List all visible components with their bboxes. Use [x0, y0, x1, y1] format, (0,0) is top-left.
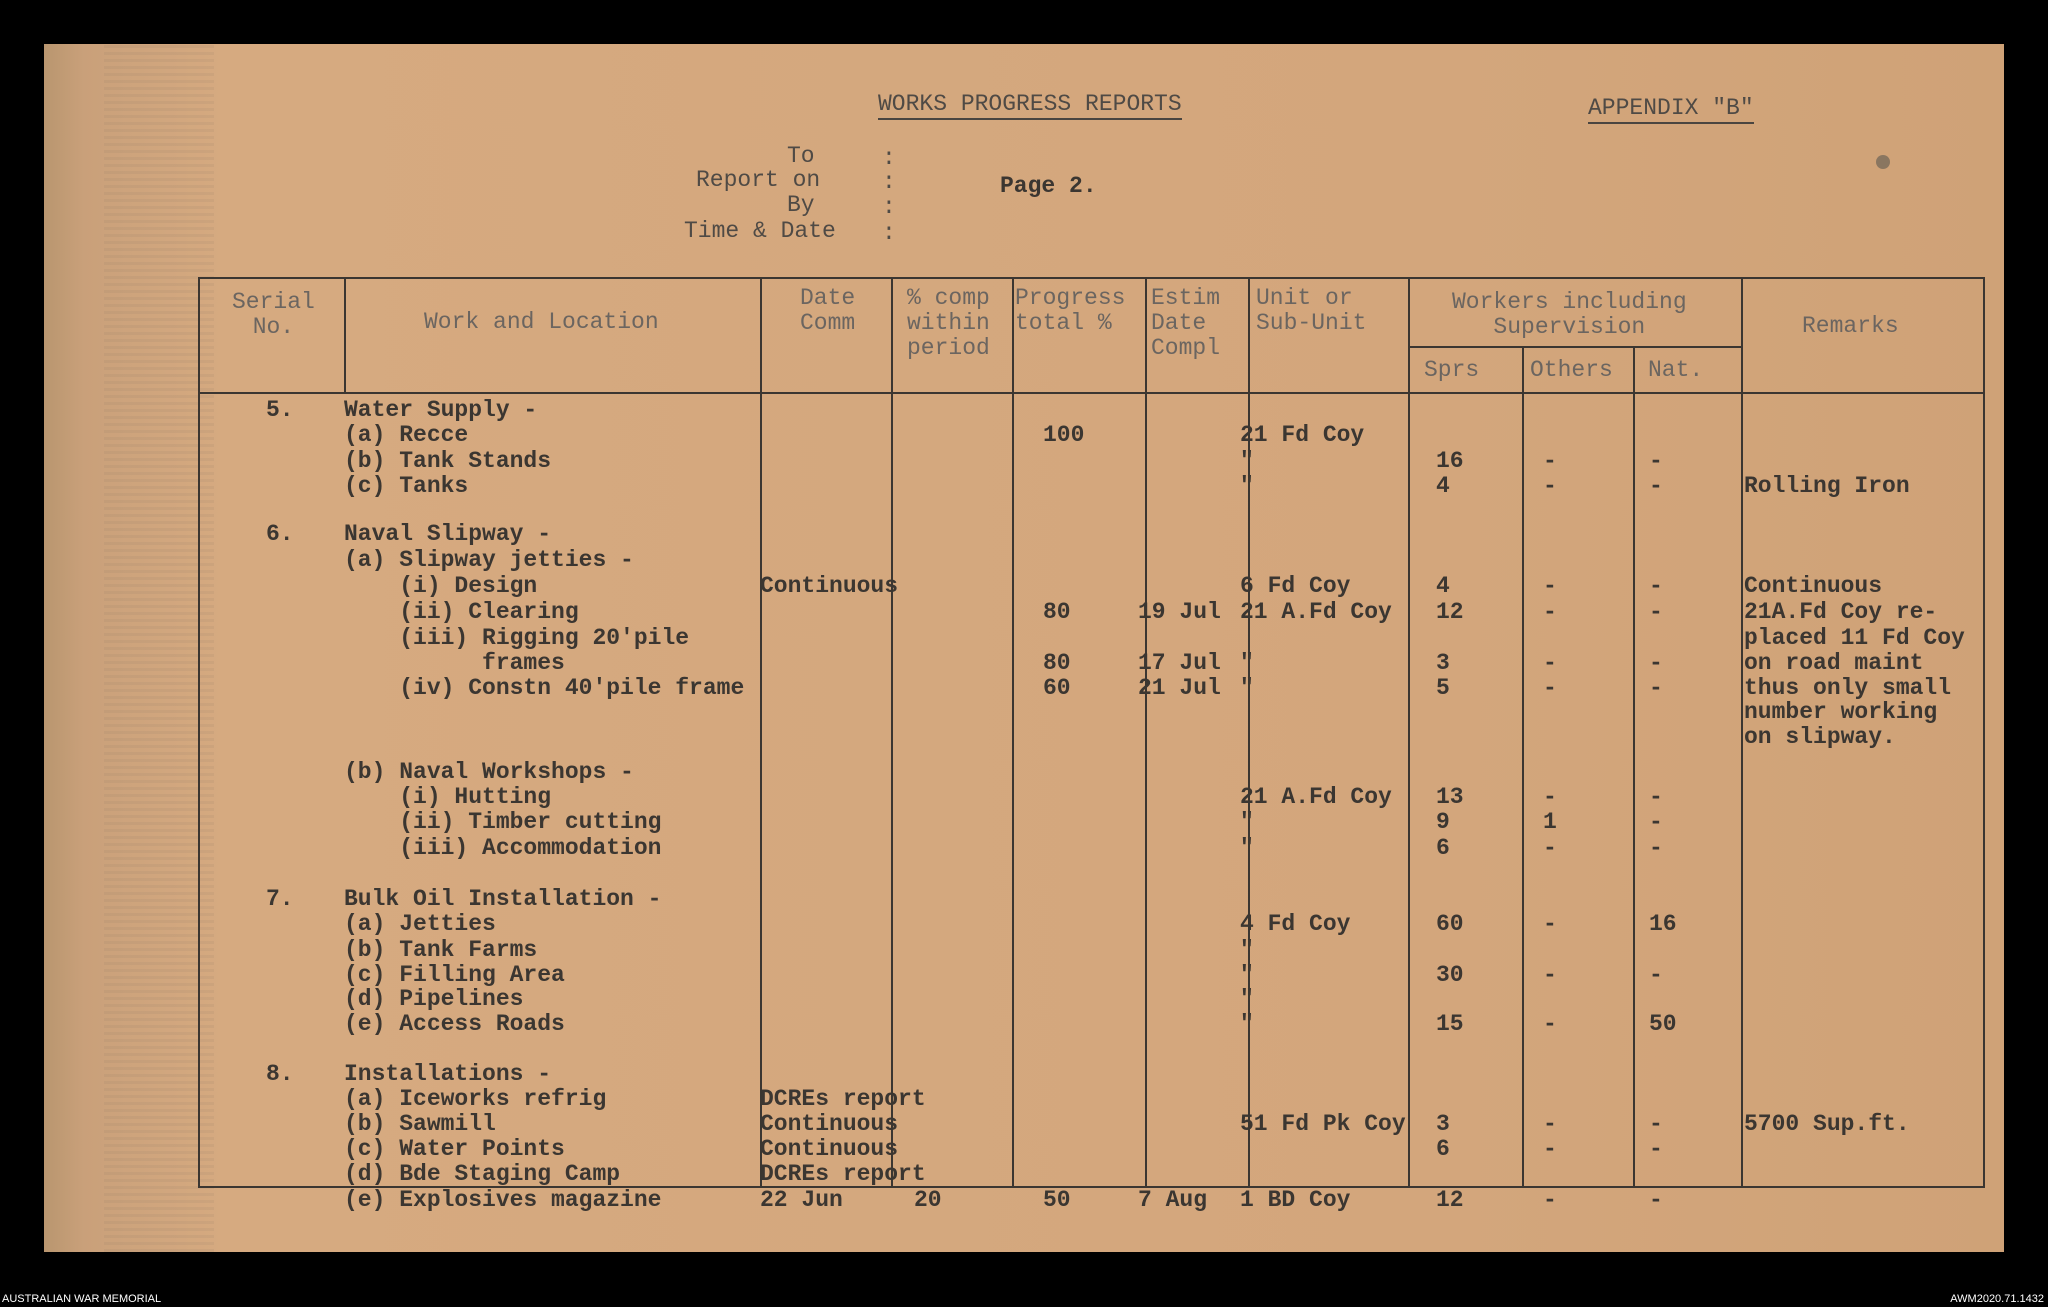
cell-sprs: 5	[1436, 675, 1450, 701]
cell-others: -	[1543, 675, 1557, 701]
table-header-bottom-border	[198, 392, 1984, 394]
cell-nat: -	[1649, 650, 1663, 676]
colon: :	[882, 169, 896, 195]
cell-work: (ii) Clearing	[344, 599, 579, 625]
col-border-right	[1983, 277, 1985, 1188]
header-date-comm: Date Comm	[800, 285, 856, 336]
header-serial-no: Serial No.	[232, 289, 315, 340]
cell-others: -	[1543, 835, 1557, 861]
cell-work: (iv) Constn 40'pile frame	[344, 675, 745, 701]
cell-work: frames	[344, 650, 565, 676]
cell-remarks: 21A.Fd Coy re-	[1744, 599, 1938, 625]
cell-date-comm: Continuous	[760, 573, 899, 599]
cell-work: (a) Slipway jetties -	[344, 547, 634, 573]
cell-sprs: 6	[1436, 835, 1450, 861]
cell-date-comm: Continuous	[760, 1111, 899, 1137]
col-border-left	[198, 277, 200, 1188]
cell-progress: 100	[1043, 422, 1085, 448]
time-date-label: Time & Date	[684, 218, 836, 244]
cell-work: (e) Access Roads	[344, 1011, 565, 1037]
colon: :	[882, 194, 896, 220]
page-number: Page 2.	[1000, 173, 1097, 199]
cell-progress: 50	[1043, 1187, 1071, 1213]
cell-work: (b) Tank Farms	[344, 937, 538, 963]
cell-nat: -	[1649, 599, 1663, 625]
cell-nat: -	[1649, 1187, 1663, 1213]
cell-remarks: on road maint	[1744, 650, 1924, 676]
cell-nat: -	[1649, 448, 1663, 474]
document-sheet	[44, 44, 2004, 1252]
cell-unit: "	[1240, 1011, 1254, 1037]
cell-unit: 21 Fd Coy	[1240, 422, 1365, 448]
cell-others: -	[1543, 448, 1557, 474]
report-on-label: Report on	[696, 167, 821, 193]
cell-remarks: on slipway.	[1744, 724, 1896, 750]
cell-serial: 7.	[266, 886, 294, 912]
cell-estim: 17 Jul	[1138, 650, 1221, 676]
cell-sprs: 12	[1436, 1187, 1464, 1213]
cell-serial: 8.	[266, 1061, 294, 1087]
cell-work: (d) Pipelines	[344, 986, 524, 1012]
cell-work: (a) Iceworks refrig	[344, 1086, 607, 1112]
cell-work: (a) Recce	[344, 422, 469, 448]
cell-unit: 21 A.Fd Coy	[1240, 784, 1392, 810]
cell-progress: 80	[1043, 599, 1071, 625]
cell-nat: -	[1649, 675, 1663, 701]
cell-serial: 6.	[266, 521, 294, 547]
col-border-pct	[1012, 277, 1014, 1188]
table-top-border	[198, 277, 1984, 279]
cell-remarks: 5700 Sup.ft.	[1744, 1111, 1910, 1137]
cell-remarks: Continuous	[1744, 573, 1883, 599]
cell-estim: 21 Jul	[1138, 675, 1221, 701]
cell-unit: "	[1240, 448, 1254, 474]
cell-unit: 6 Fd Coy	[1240, 573, 1351, 599]
cell-unit: "	[1240, 650, 1254, 676]
cell-sprs: 4	[1436, 473, 1450, 499]
cell-progress: 60	[1043, 675, 1071, 701]
cell-sprs: 3	[1436, 650, 1450, 676]
cell-remarks: thus only small	[1744, 675, 1952, 701]
cell-work: Water Supply -	[344, 397, 538, 423]
cell-pct-comp: 20	[914, 1187, 942, 1213]
cell-unit: 51 Fd Pk Coy	[1240, 1111, 1406, 1137]
cell-work: Bulk Oil Installation -	[344, 886, 662, 912]
cell-work: (iii) Accommodation	[344, 835, 662, 861]
cell-serial: 5.	[266, 397, 294, 423]
cell-estim: 7 Aug	[1138, 1187, 1208, 1213]
cell-sprs: 12	[1436, 599, 1464, 625]
cell-others: -	[1543, 650, 1557, 676]
by-label: By	[787, 192, 815, 218]
cell-work: (iii) Rigging 20'pile	[344, 625, 690, 651]
cell-work: Naval Slipway -	[344, 521, 552, 547]
cell-work: (d) Bde Staging Camp	[344, 1161, 621, 1187]
col-border-unit	[1408, 277, 1410, 1188]
cell-others: -	[1543, 1136, 1557, 1162]
cell-work: (a) Jetties	[344, 911, 496, 937]
workers-subheader-divider	[1408, 346, 1742, 348]
cell-work: (c) Filling Area	[344, 962, 565, 988]
cell-work: (c) Water Points	[344, 1136, 565, 1162]
col-border-estim	[1248, 277, 1250, 1188]
col-border-work	[760, 277, 762, 1188]
cell-date-comm: DCREs report	[760, 1086, 926, 1112]
cell-unit: 21 A.Fd Coy	[1240, 599, 1392, 625]
cell-work: (b) Sawmill	[344, 1111, 496, 1137]
pin-hole-mark	[1876, 155, 1890, 169]
colon: :	[882, 145, 896, 171]
cell-sprs: 60	[1436, 911, 1464, 937]
colon: :	[882, 220, 896, 246]
cell-nat: -	[1649, 962, 1663, 988]
cell-others: -	[1543, 962, 1557, 988]
cell-work: (c) Tanks	[344, 473, 469, 499]
col-border-date	[891, 277, 893, 1188]
cell-unit: "	[1240, 986, 1254, 1012]
cell-others: -	[1543, 784, 1557, 810]
cell-others: -	[1543, 1187, 1557, 1213]
footer-right: AWM2020.71.1432	[1950, 1293, 2044, 1305]
header-others: Others	[1530, 357, 1613, 383]
cell-unit: "	[1240, 937, 1254, 963]
cell-remarks: Rolling Iron	[1744, 473, 1910, 499]
cell-sprs: 15	[1436, 1011, 1464, 1037]
cell-remarks: placed 11 Fd Coy	[1744, 625, 1965, 651]
cell-sprs: 16	[1436, 448, 1464, 474]
cell-unit: "	[1240, 473, 1254, 499]
cell-sprs: 6	[1436, 1136, 1450, 1162]
header-progress: Progress total %	[1015, 285, 1126, 336]
footer-left: AUSTRALIAN WAR MEMORIAL	[2, 1293, 162, 1305]
header-workers: Workers including Supervision	[1452, 289, 1687, 340]
cell-unit: "	[1240, 675, 1254, 701]
col-border-others	[1633, 346, 1635, 1188]
report-title: WORKS PROGRESS REPORTS	[878, 92, 1182, 120]
cell-work: (ii) Timber cutting	[344, 809, 662, 835]
cell-work: (i) Hutting	[344, 784, 552, 810]
cell-estim: 19 Jul	[1138, 599, 1221, 625]
cell-sprs: 30	[1436, 962, 1464, 988]
header-estim-date: Estim Date Compl	[1151, 285, 1221, 361]
cell-unit: 4 Fd Coy	[1240, 911, 1351, 937]
to-label: To	[787, 143, 815, 169]
cell-others: -	[1543, 1011, 1557, 1037]
cell-nat: -	[1649, 835, 1663, 861]
col-border-nat	[1741, 277, 1743, 1188]
cell-nat: -	[1649, 473, 1663, 499]
cell-unit: "	[1240, 809, 1254, 835]
cell-work: (i) Design	[344, 573, 538, 599]
header-remarks: Remarks	[1802, 313, 1899, 339]
cell-others: 1	[1543, 809, 1557, 835]
cell-date-comm: 22 Jun	[760, 1187, 843, 1213]
cell-work: (b) Naval Workshops -	[344, 759, 634, 785]
col-border-progress	[1145, 277, 1147, 1188]
cell-unit: "	[1240, 962, 1254, 988]
cell-others: -	[1543, 911, 1557, 937]
cell-others: -	[1543, 599, 1557, 625]
appendix-label: APPENDIX "B"	[1588, 96, 1754, 124]
cell-nat: -	[1649, 784, 1663, 810]
header-pct-comp: % comp within period	[907, 285, 990, 361]
header-nat: Nat.	[1648, 357, 1704, 383]
cell-sprs: 4	[1436, 573, 1450, 599]
cell-others: -	[1543, 473, 1557, 499]
header-work-location: Work and Location	[424, 309, 659, 335]
cell-others: -	[1543, 1111, 1557, 1137]
cell-others: -	[1543, 573, 1557, 599]
cell-sprs: 3	[1436, 1111, 1450, 1137]
cell-nat: -	[1649, 809, 1663, 835]
cell-nat: 50	[1649, 1011, 1677, 1037]
cell-date-comm: Continuous	[760, 1136, 899, 1162]
cell-sprs: 9	[1436, 809, 1450, 835]
cell-work: (e) Explosives magazine	[344, 1187, 662, 1213]
header-unit: Unit or Sub-Unit	[1256, 285, 1367, 336]
cell-work: (b) Tank Stands	[344, 448, 552, 474]
cell-nat: -	[1649, 1136, 1663, 1162]
cell-nat: -	[1649, 1111, 1663, 1137]
cell-nat: 16	[1649, 911, 1677, 937]
cell-date-comm: DCREs report	[760, 1161, 926, 1187]
cell-unit: 1 BD Coy	[1240, 1187, 1351, 1213]
header-sprs: Sprs	[1424, 357, 1480, 383]
col-border-serial	[344, 277, 346, 393]
cell-remarks: number working	[1744, 699, 1938, 725]
col-border-sprs	[1522, 346, 1524, 1188]
cell-unit: "	[1240, 835, 1254, 861]
cell-work: Installations -	[344, 1061, 552, 1087]
cell-sprs: 13	[1436, 784, 1464, 810]
cell-progress: 80	[1043, 650, 1071, 676]
cell-nat: -	[1649, 573, 1663, 599]
